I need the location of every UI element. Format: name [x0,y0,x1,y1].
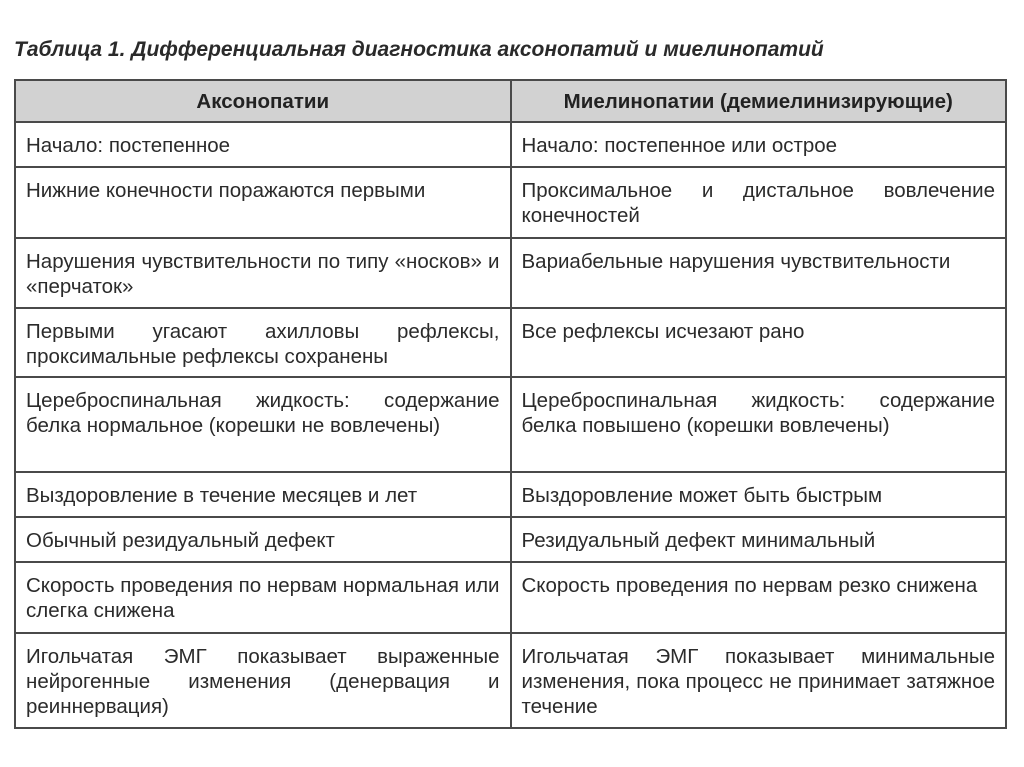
cell-axonopathy: Обычный резидуальный дефект [15,517,511,562]
cell-axonopathy: Цереброспинальная жидкость: содержание белка нормальное (корешки не вовлечены) [15,377,511,472]
cell-axonopathy: Начало: постепенное [15,122,511,167]
table-row [15,122,1006,167]
table-row [15,308,1006,377]
cell-axonopathy: Игольчатая ЭМГ показывает выраженные нейрогенные изменения (денервация и реиннервация) [15,633,511,728]
cell-myelinopathy: Цереброспинальная жидкость: содержание белка повышено (корешки вовлечены) [511,377,1007,472]
cell-axonopathy: Первыми угасают ахилловы рефлексы, проксимальные рефлексы сохранены [15,308,511,377]
table-header-row [15,80,1006,122]
table-row [15,377,1006,472]
diagnosis-table [14,79,1007,729]
header-myelinopathy: Миелинопатии (демиелинизирующие) [511,80,1007,122]
cell-myelinopathy: Игольчатая ЭМГ показывает минимальные изменения, пока процесс не принимает затяжное течение [511,633,1007,728]
cell-axonopathy: Нижние конечности поражаются первыми [15,167,511,238]
cell-axonopathy: Нарушения чувствительности по типу «носков» и «перчаток» [15,238,511,308]
table-row [15,562,1006,633]
cell-myelinopathy: Выздоровление может быть быстрым [511,472,1007,517]
cell-myelinopathy: Все рефлексы исчезают рано [511,308,1007,377]
table-row [15,238,1006,308]
cell-axonopathy: Выздоровление в течение месяцев и лет [15,472,511,517]
cell-myelinopathy: Начало: постепенное или острое [511,122,1007,167]
table-row [15,517,1006,562]
table-row [15,472,1006,517]
cell-myelinopathy: Проксимальное и дистальное вовлечение конечностей [511,167,1007,238]
cell-axonopathy: Скорость проведения по нервам нормальная или слегка снижена [15,562,511,633]
header-axonopathy: Аксонопатии [15,80,511,122]
cell-myelinopathy: Резидуальный дефект минимальный [511,517,1007,562]
cell-myelinopathy: Вариабельные нарушения чувствительности [511,238,1007,308]
cell-myelinopathy: Скорость проведения по нервам резко снижена [511,562,1007,633]
table-row [15,167,1006,238]
table-caption: Таблица 1. Дифференциальная диагностика аксонопатий и миелинопатий [14,38,824,61]
table-row [15,633,1006,728]
